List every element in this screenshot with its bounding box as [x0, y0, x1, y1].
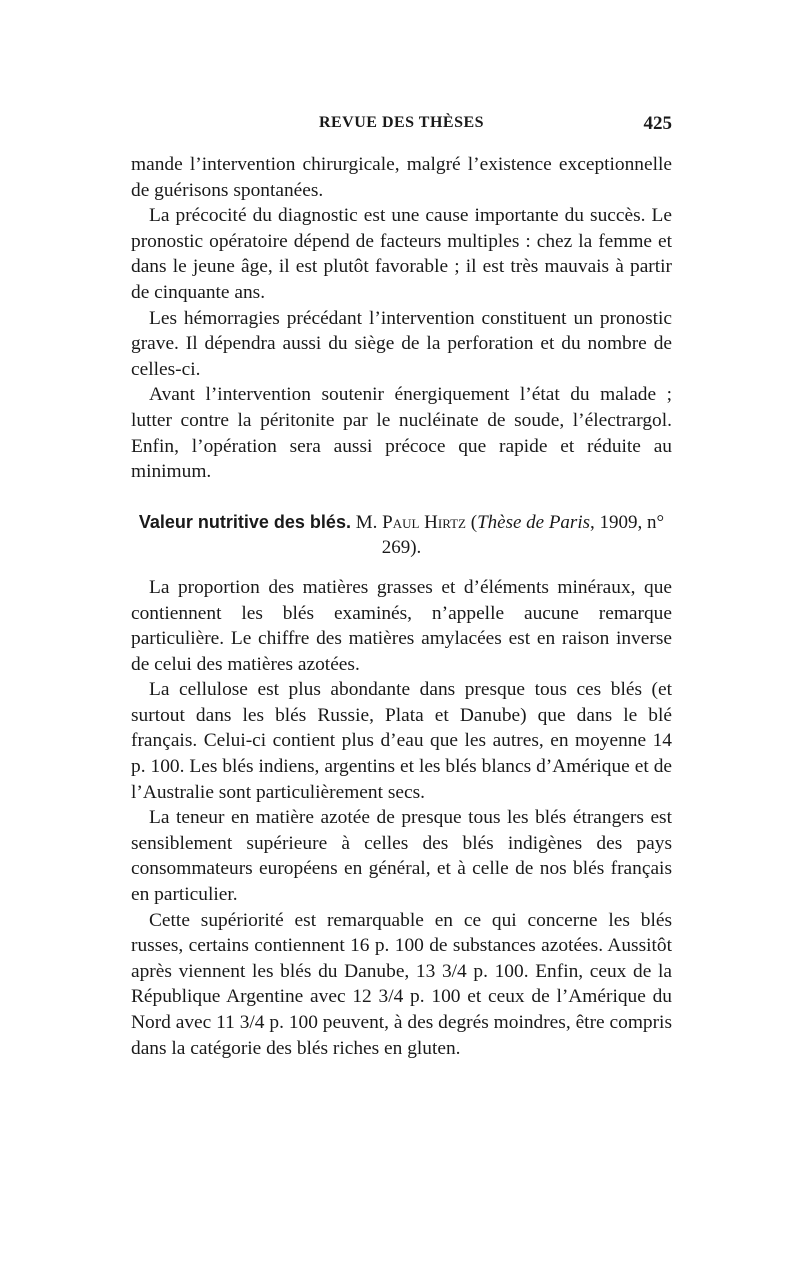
- body-text: [131, 152, 672, 1061]
- paragraph: Avant l’intervention soutenir énergiquement l’état du malade ; lutter contre la péritonite par le nucléinate de soude, l’électrargol. Enfin, l’opération sera aussi précoce que rapide et réduite au minimum.: [131, 384, 672, 483]
- article-heading: [131, 510, 672, 561]
- page-number: 425: [643, 113, 672, 134]
- author-prefix: M.: [355, 511, 378, 533]
- article-paragraph: La cellulose est plus abondante dans presque tous ces blés (et surtout dans les blés Russie, Plata et Danube) que dans le blé français. Celui-ci contient plus d’eau que les autres, en moyenne 14 p. 100. Les blés indiens, argentins et les blés blancs d’Amérique et de l’Australie sont particulièrement secs.: [131, 679, 672, 803]
- article-author: Paul Hirtz: [382, 511, 466, 533]
- thesis-year-number: , 1909, n° 269).: [381, 511, 665, 559]
- paragraph: Les hémorragies précédant l’intervention constituent un pronostic grave. Il dépendra aussi du siège de la perforation et du nombre de celles-ci.: [131, 307, 672, 380]
- article-paragraph: La proportion des matières grasses et d’éléments minéraux, que contiennent les blés examinés, n’appelle aucune remarque particulière. Le chiffre des matières amylacées est en raison inverse de celui des matières azotées.: [131, 576, 672, 675]
- article-title: Valeur nutritive des blés.: [138, 511, 351, 532]
- article-paragraph: Cette supériorité est remarquable en ce qui concerne les blés russes, certains contiennent 16 p. 100 de substances azotées. Aussitôt après viennent les blés du Danube, 13 3/4 p. 100. Enfin, ceux de la République Argentine avec 12 3/4 p. 100 et ceux de l’Amérique du Nord avec 11 3/4 p. 100 peuvent, à des degrés moindres, être compris dans la catégorie des blés riches en gluten.: [131, 909, 672, 1059]
- running-title: REVUE DES THÈSES: [318, 114, 485, 131]
- thesis-label: Thèse de Paris: [477, 511, 590, 533]
- journal-page: [131, 0, 672, 1262]
- thesis-open-paren: (: [470, 511, 478, 533]
- paragraph: La précocité du diagnostic est une cause importante du succès. Le pronostic opératoire dépend de facteurs multiples : chez la femme et dans le jeune âge, il est plutôt favorable ; il est très mauvais à partir de cinquante ans.: [131, 205, 672, 303]
- paragraph-continued: mande l’intervention chirurgicale, malgré l’existence exceptionnelle de guérisons spontanées.: [131, 154, 672, 201]
- running-head: [131, 114, 672, 144]
- article-paragraph: La teneur en matière azotée de presque tous les blés étrangers est sensiblement supérieure à celles des blés indigènes des pays consommateurs européens en général, et à celle de nos blés français en particulier.: [131, 807, 672, 906]
